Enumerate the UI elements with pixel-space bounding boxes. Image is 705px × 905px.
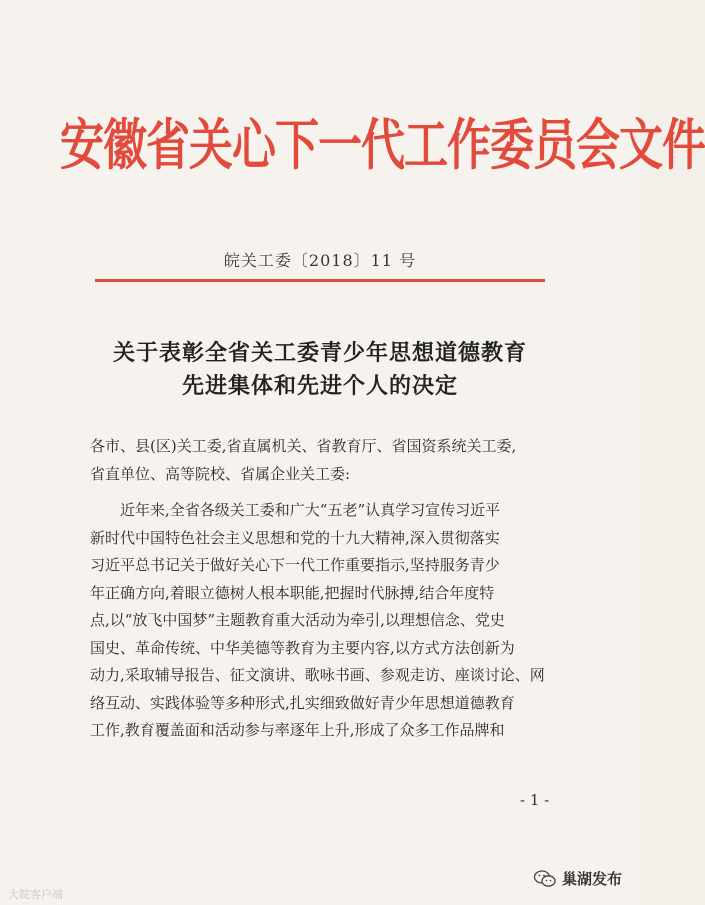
paragraph-line: 新时代中国特色社会主义思想和党的十九大精神,深入贯彻落实 <box>90 528 500 547</box>
decision-title-line-1: 关于表彰全省关工委青少年思想道德教育 <box>112 340 527 366</box>
wechat-icon <box>534 870 556 888</box>
addressee-line: 各市、县(区)关工委,省直属机关、省教育厅、省国资系统关工委, <box>90 437 517 455</box>
paragraph-line: 近年来,全省各级关工委和广大“五老”认真学习宣传习近平 <box>90 501 501 519</box>
document-header-title: 安徽省关心下一代工作委员会文件 <box>60 113 705 178</box>
paragraph-line: 点,以“放飞中国梦”主题教育重大活动为牵引,以理想信念、党史 <box>90 611 505 629</box>
paragraph-line: 习近平总书记关于做好关心下一代工作重要指示,坚持服务青少 <box>90 556 500 574</box>
document-number: 皖关工委〔2018〕11 号 <box>223 251 417 270</box>
watermark-right <box>534 868 622 889</box>
paragraph-line: 国史、革命传统、中华美德等教育为主要内容,以方式方法创新为 <box>90 638 515 657</box>
paragraph-line: 络互动、实践体验等多种形式,扎实细致做好青少年思想道德教育 <box>90 693 515 712</box>
addressees <box>90 433 590 488</box>
paragraph-line: 工作,教育覆盖面和活动参与率逐年上升,形成了众多工作品牌和 <box>90 721 505 739</box>
red-divider-line <box>95 279 545 282</box>
paragraph-line: 年正确方向,着眼立德树人根本职能,把握时代脉搏,结合年度特 <box>90 583 495 602</box>
watermark-left: 大皖客户端 <box>8 888 63 901</box>
decision-title-line-2: 先进集体和先进个人的决定 <box>181 373 458 399</box>
watermark-right-text: 巢湖发布 <box>561 870 622 888</box>
paragraph-line: 动力,采取辅导报告、征文演讲、歌咏书画、参观走访、座谈讨论、网 <box>90 666 545 684</box>
body-paragraph <box>90 497 590 745</box>
addressee-line: 省直单位、高等院校、省属企业关工委: <box>90 464 351 483</box>
page-number: - 1 - <box>520 791 550 809</box>
